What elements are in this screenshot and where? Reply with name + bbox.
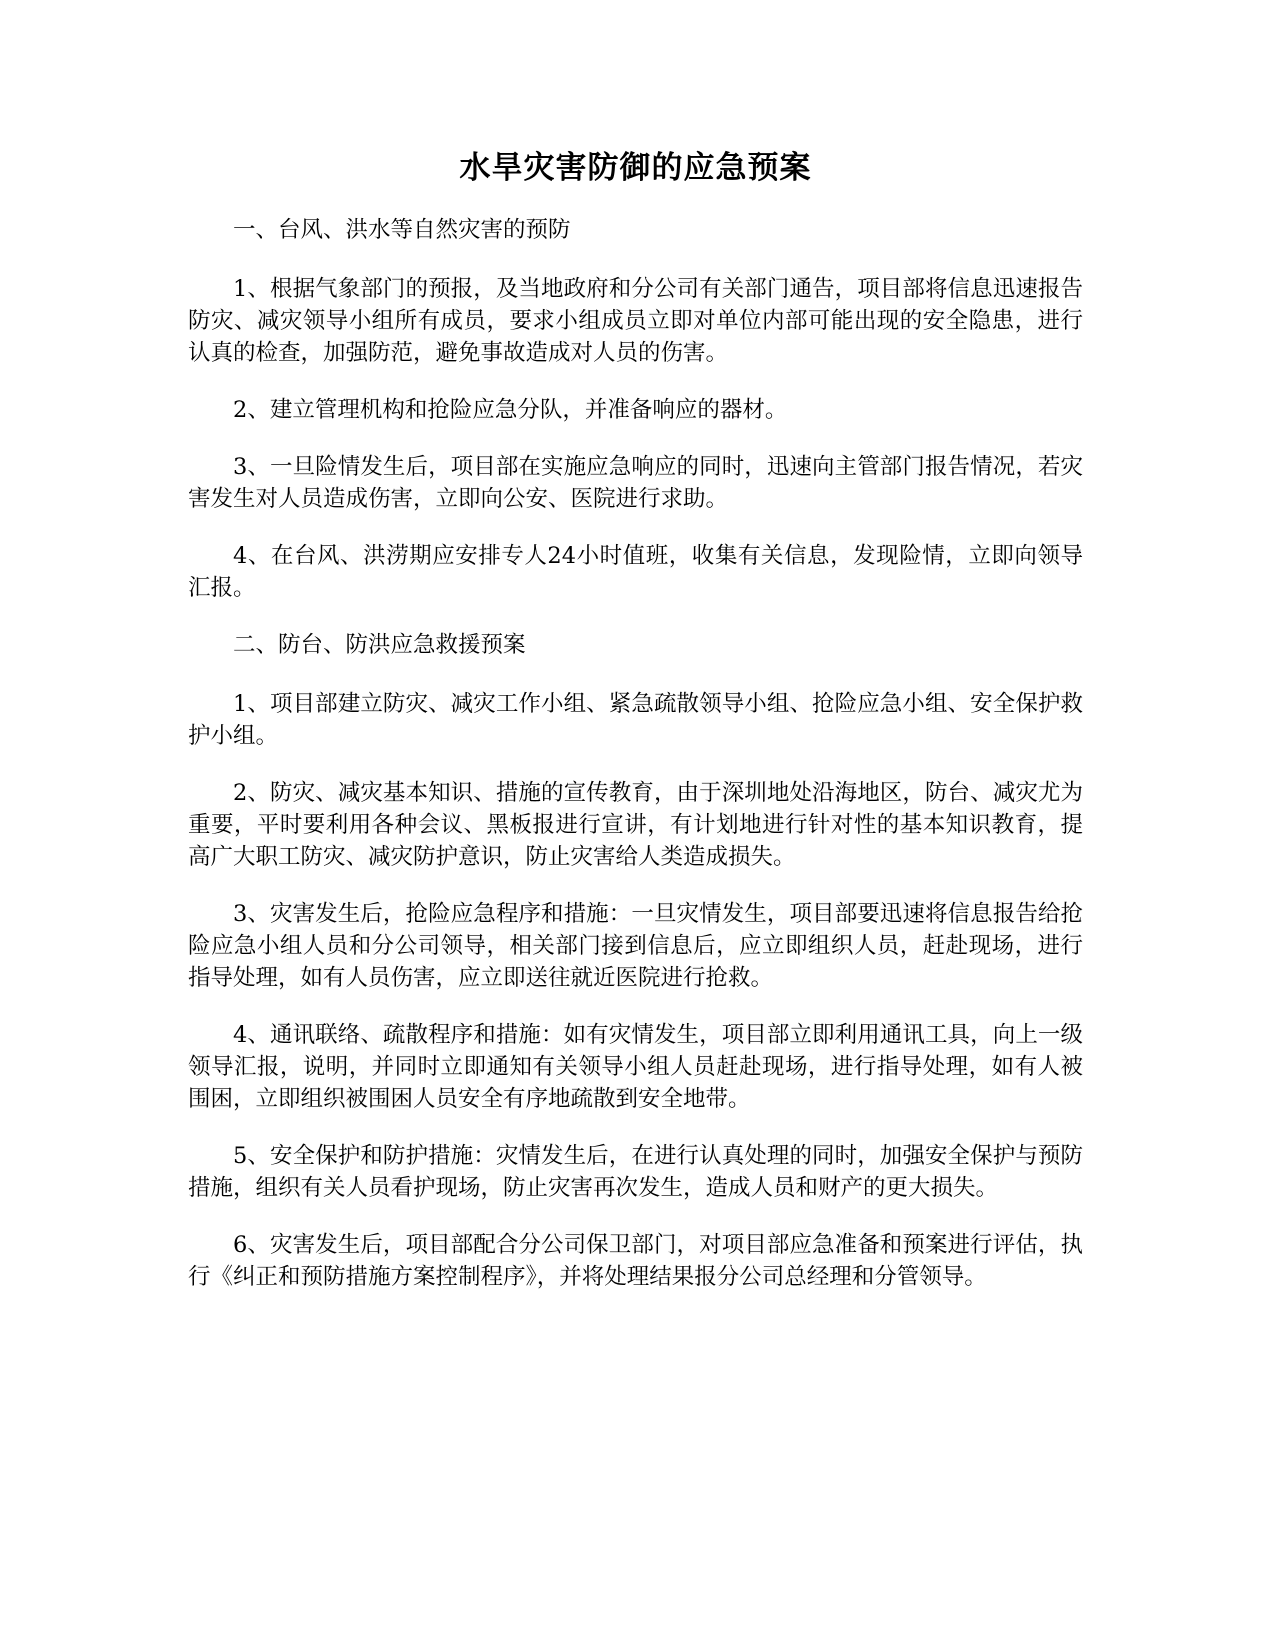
paragraph: 1、项目部建立防灾、减灾工作小组、紧急疏散领导小组、抢险应急小组、安全保护救护小组。 <box>188 691 1083 749</box>
document-title: 水旱灾害防御的应急预案 <box>459 150 812 186</box>
paragraph: 2、防灾、减灾基本知识、措施的宣传教育，由于深圳地处沿海地区，防台、减灾尤为重要，平时要利用各种会议、黑板报进行宣讲，有计划地进行针对性的基本知识教育，提高广大职工防灾、减灾防护意识，防止灾害给人类造成损失。 <box>188 780 1083 870</box>
document-body <box>188 138 1083 1318</box>
paragraph: 4、通讯联络、疏散程序和措施：如有灾情发生，项目部立即利用通讯工具，向上一级领导汇报，说明，并同时立即通知有关领导小组人员赶赴现场，进行指导处理，如有人被围困，立即组织被围困人员安全有序地疏散到安全地带。 <box>188 1022 1083 1112</box>
paragraph: 3、灾害发生后，抢险应急程序和措施：一旦灾情发生，项目部要迅速将信息报告给抢险应急小组人员和分公司领导，相关部门接到信息后，应立即组织人员，赶赴现场，进行指导处理，如有人员伤害，应立即送往就近医院进行抢救。 <box>188 901 1083 991</box>
paragraph: 2、建立管理机构和抢险应急分队，并准备响应的器材。 <box>233 397 788 423</box>
paragraph: 4、在台风、洪涝期应安排专人24小时值班，收集有关信息，发现险情，立即向领导汇报。 <box>188 543 1083 601</box>
paragraph: 6、灾害发生后，项目部配合分公司保卫部门，对项目部应急准备和预案进行评估，执行《纠正和预防措施方案控制程序》，并将处理结果报分公司总经理和分管领导。 <box>188 1232 1083 1290</box>
paragraph: 5、安全保护和防护措施：灾情发生后，在进行认真处理的同时，加强安全保护与预防措施，组织有关人员看护现场，防止灾害再次发生，造成人员和财产的更大损失。 <box>188 1143 1083 1201</box>
section-heading-1: 一、台风、洪水等自然灾害的预防 <box>233 217 571 243</box>
section-heading-2: 二、防台、防洪应急救援预案 <box>233 632 526 658</box>
paragraph: 3、一旦险情发生后，项目部在实施应急响应的同时，迅速向主管部门报告情况，若灾害发生对人员造成伤害，立即向公安、医院进行求助。 <box>188 454 1083 512</box>
paragraph: 1、根据气象部门的预报，及当地政府和分公司有关部门通告，项目部将信息迅速报告防灾、减灾领导小组所有成员，要求小组成员立即对单位内部可能出现的安全隐患，进行认真的检查，加强防范，避免事故造成对人员的伤害。 <box>188 276 1083 366</box>
